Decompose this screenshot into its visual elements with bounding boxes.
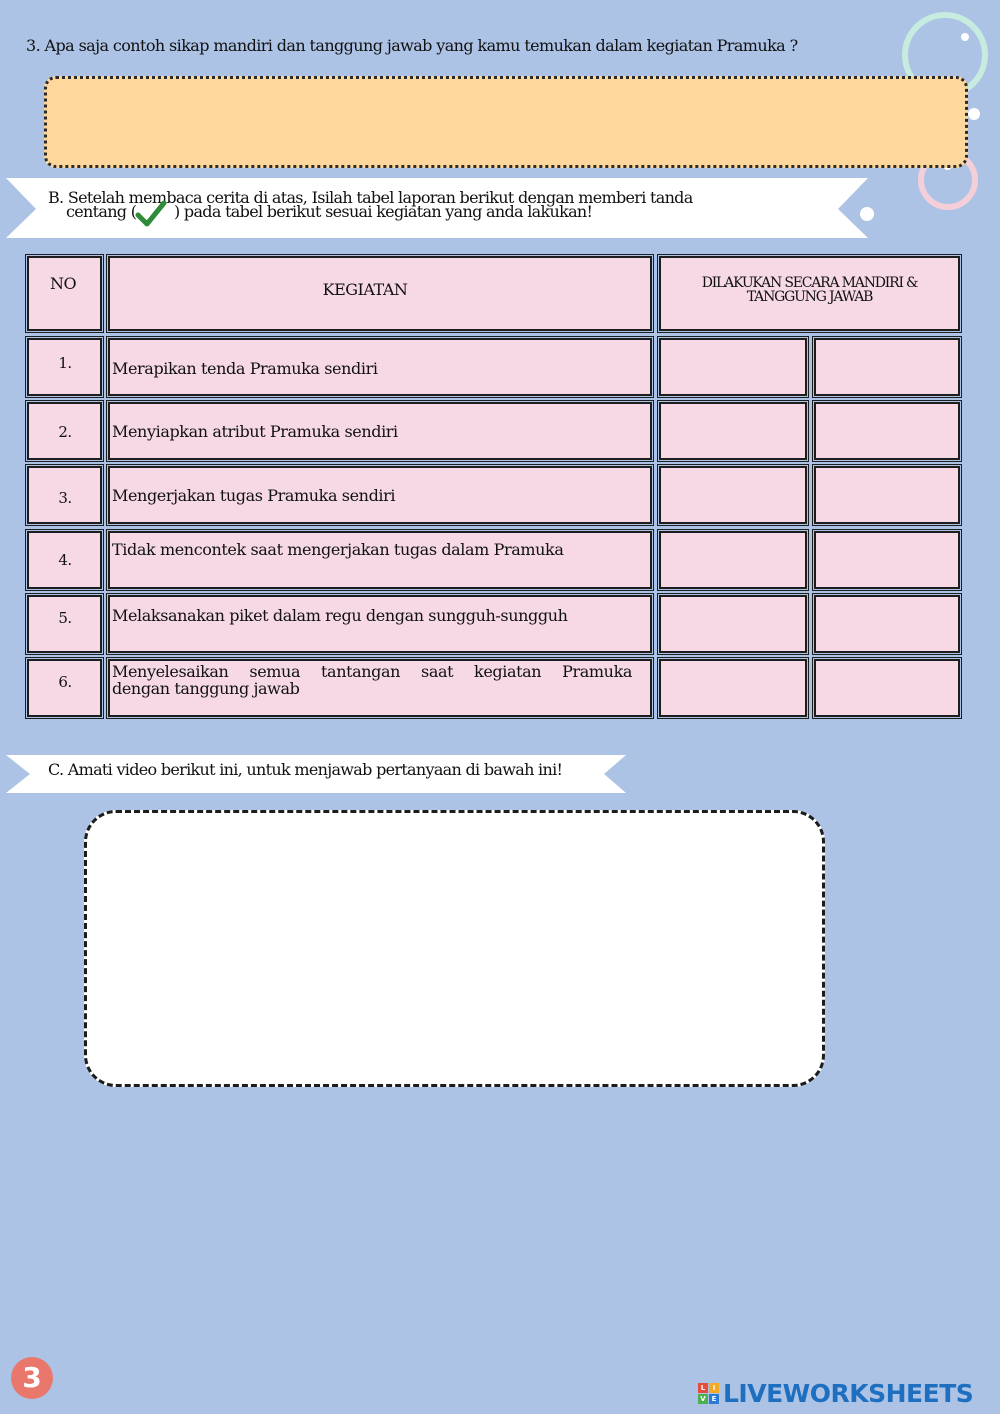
logo-letter: L	[698, 1383, 708, 1393]
row-activity-5: Melaksanakan piket dalam regu dengan sungguh-sungguh	[112, 606, 568, 625]
row-number-4: 4.	[58, 551, 72, 569]
table-row-activity	[108, 338, 652, 396]
table-row-number	[27, 659, 102, 717]
header-no-label: NO	[49, 274, 77, 293]
row-activity-2: Menyiapkan atribut Pramuka sendiri	[112, 422, 398, 441]
answer-input-3[interactable]	[44, 76, 968, 168]
row-number-5: 5.	[58, 609, 72, 627]
row-activity-6-line1: Menyelesaikan semua tantangan saat kegiatan Pramuka	[112, 662, 632, 681]
logo-text: LIVEWORKSHEETS	[723, 1379, 974, 1408]
check-mark-icon	[134, 200, 168, 228]
table-row-number	[27, 466, 102, 524]
section-b-instruction-suffix: ) pada tabel berikut sesuai kegiatan yang anda lakukan!	[174, 202, 593, 221]
check-cell-2a[interactable]	[659, 402, 807, 460]
check-cell-5a[interactable]	[659, 595, 807, 653]
row-number-1: 1.	[58, 354, 72, 372]
table-row-activity	[108, 595, 652, 653]
row-activity-4: Tidak mencontek saat mengerjakan tugas dalam Pramuka	[112, 540, 564, 559]
row-activity-3: Mengerjakan tugas Pramuka sendiri	[112, 486, 396, 505]
header-done-line1: DILAKUKAN SECARA MANDIRI &	[701, 275, 918, 291]
table-row-activity	[108, 466, 652, 524]
check-cell-4a[interactable]	[659, 531, 807, 589]
header-done	[659, 256, 960, 331]
section-b-instruction: B. Setelah membaca cerita di atas, Isilah tabel laporan berikut dengan memberi tanda	[48, 188, 693, 207]
check-cell-6a[interactable]	[659, 659, 807, 717]
table-row-activity	[108, 659, 652, 717]
question-3: 3. Apa saja contoh sikap mandiri dan tanggung jawab yang kamu temukan dalam kegiatan Pramuka ?	[26, 36, 798, 55]
row-number-3: 3.	[58, 489, 72, 507]
row-number-6: 6.	[58, 673, 72, 691]
liveworksheets-logo	[698, 1379, 973, 1408]
check-cell-4b[interactable]	[814, 531, 960, 589]
page-number-badge: 3	[11, 1357, 53, 1399]
bubble-decoration	[968, 108, 980, 120]
logo-letter: V	[698, 1394, 708, 1404]
logo-letter: E	[709, 1394, 719, 1404]
header-done-line2: TANGGUNG JAWAB	[746, 289, 873, 305]
row-number-2: 2.	[58, 423, 72, 441]
table-row-number	[27, 338, 102, 396]
section-c-instruction: C. Amati video berikut ini, untuk menjawab pertanyaan di bawah ini!	[48, 760, 563, 779]
check-cell-5b[interactable]	[814, 595, 960, 653]
header-activity	[108, 256, 652, 331]
section-b-instruction-prefix: centang (	[66, 202, 137, 221]
row-activity-6-line2: dengan tanggung jawab	[112, 679, 300, 698]
check-cell-3a[interactable]	[659, 466, 807, 524]
row-activity-1: Merapikan tenda Pramuka sendiri	[112, 359, 378, 378]
video-frame[interactable]	[84, 810, 825, 1087]
logo-letter: I	[709, 1383, 719, 1393]
check-cell-3b[interactable]	[814, 466, 960, 524]
header-activity-label: KEGIATAN	[322, 280, 408, 299]
header-no	[27, 256, 102, 331]
table-row-activity	[108, 402, 652, 460]
bubble-decoration	[961, 33, 969, 41]
check-cell-2b[interactable]	[814, 402, 960, 460]
table-row-number	[27, 531, 102, 589]
table-row-number	[27, 595, 102, 653]
table-row-activity	[108, 531, 652, 589]
logo-mark-icon	[698, 1383, 719, 1404]
header-done-label	[661, 276, 958, 304]
check-cell-1a[interactable]	[659, 338, 807, 396]
check-cell-6b[interactable]	[814, 659, 960, 717]
check-cell-1b[interactable]	[814, 338, 960, 396]
table-row-number	[27, 402, 102, 460]
